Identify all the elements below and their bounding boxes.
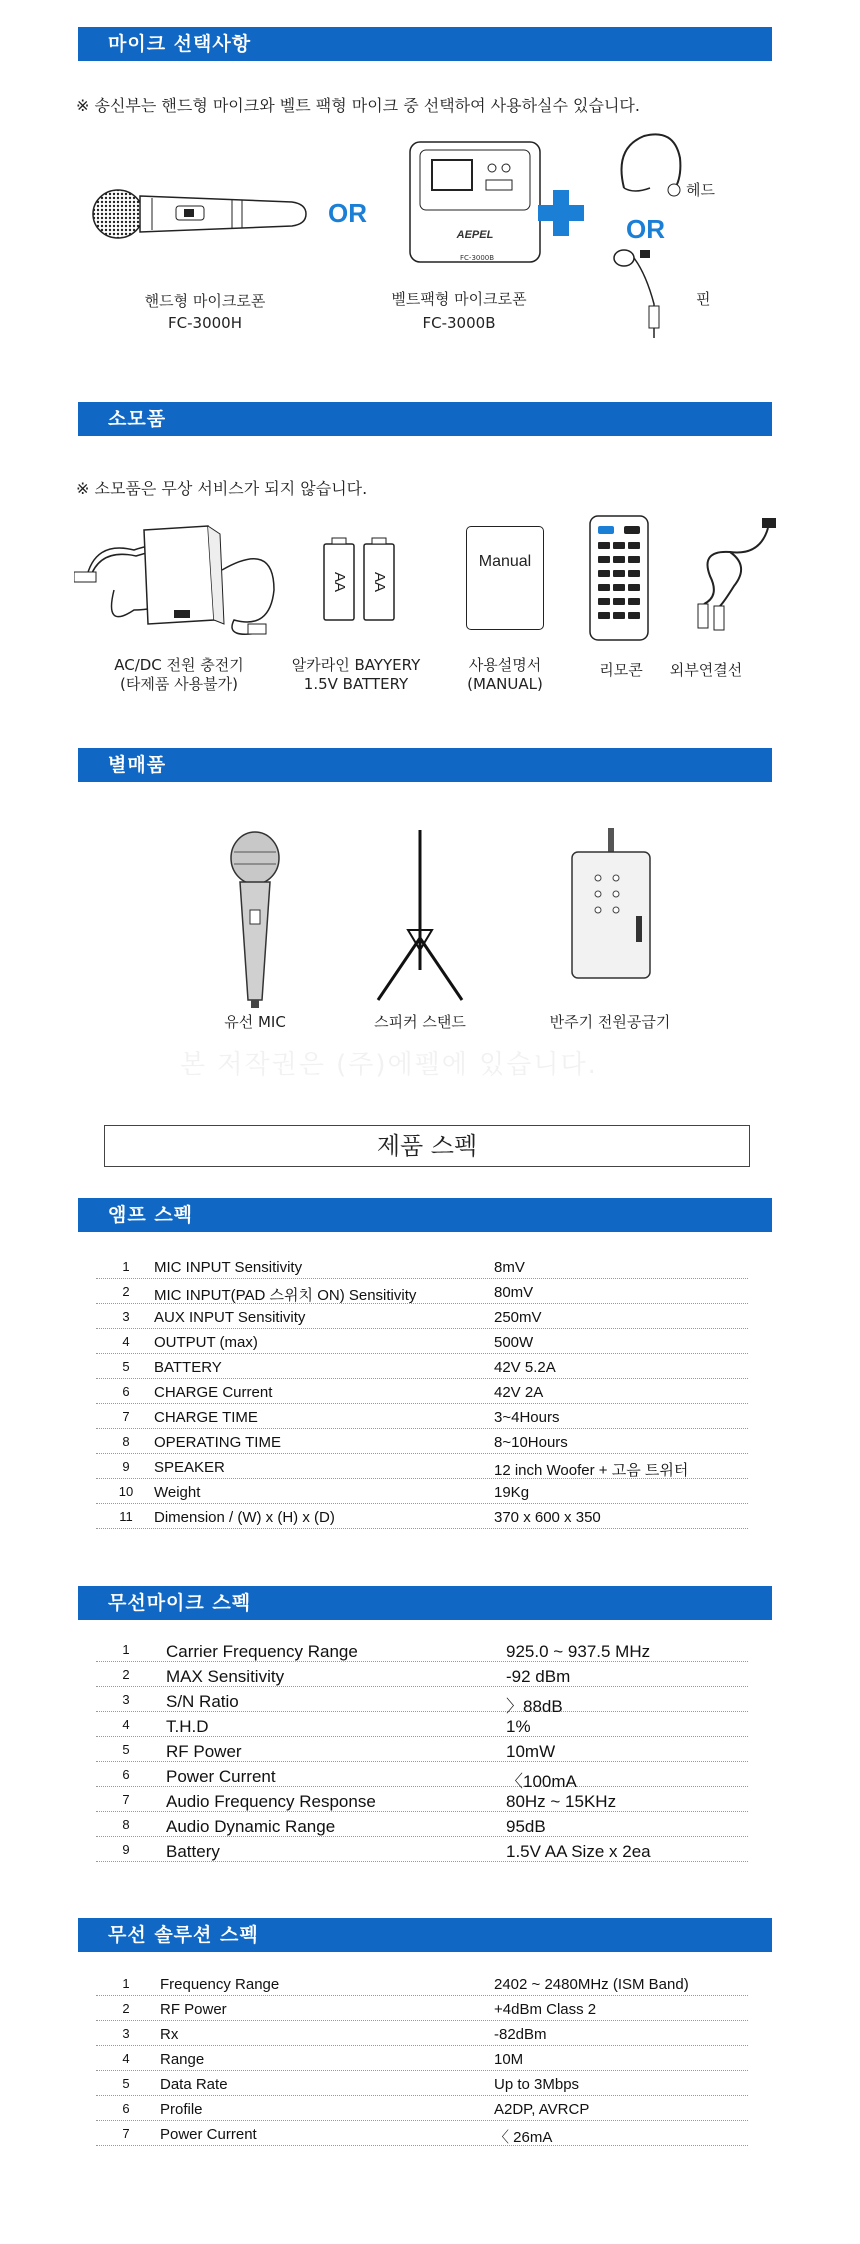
table-row bbox=[96, 1354, 748, 1379]
power-supply-caption: 반주기 전원공급기 bbox=[549, 1013, 671, 1031]
spec-row-number: 1 bbox=[122, 1642, 130, 1657]
spec-row-key: OPERATING TIME bbox=[154, 1434, 281, 1451]
table-row bbox=[96, 1329, 748, 1354]
table-row bbox=[96, 1662, 748, 1687]
spec-row-value: 19Kg bbox=[494, 1484, 530, 1501]
speaker-stand-image bbox=[370, 830, 470, 1006]
spec-row-number: 2 bbox=[122, 1284, 130, 1299]
spec-row-value: 10mW bbox=[506, 1742, 556, 1761]
table-row bbox=[96, 1787, 748, 1812]
section-header-accessories: 별매품 bbox=[78, 748, 772, 782]
spec-row-number: 9 bbox=[122, 1459, 130, 1474]
spec-row-number: 1 bbox=[122, 1976, 130, 1991]
spec-row-key: SPEAKER bbox=[154, 1459, 225, 1476]
plus-icon bbox=[538, 190, 584, 236]
wired-mic-caption: 유선 MIC bbox=[224, 1013, 286, 1031]
table-row bbox=[96, 1429, 748, 1454]
spec-row-number: 1 bbox=[122, 1259, 130, 1274]
spec-row-key: MIC INPUT Sensitivity bbox=[154, 1259, 303, 1276]
table-row bbox=[96, 2096, 748, 2121]
spec-row-number: 4 bbox=[122, 1717, 130, 1732]
spec-row-value: 8~10Hours bbox=[494, 1434, 568, 1451]
spec-row-value: 12 inch Woofer + 고음 트위터 bbox=[494, 1462, 689, 1479]
spec-row-number: 7 bbox=[122, 1409, 130, 1424]
spec-row-number: 4 bbox=[122, 1334, 130, 1349]
spec-row-number: 6 bbox=[122, 1767, 130, 1782]
headset-label: 헤드 bbox=[686, 181, 715, 199]
spec-row-value: Up to 3Mbps bbox=[494, 2076, 580, 2093]
section-header-mic-options: 마이크 선택사항 bbox=[78, 27, 772, 61]
product-spec-title: 제품 스펙 bbox=[104, 1125, 750, 1167]
section-header-wireless-solution-spec: 무선 솔루션 스펙 bbox=[78, 1918, 772, 1952]
beltpack-caption bbox=[364, 290, 554, 333]
table-row bbox=[96, 1479, 748, 1504]
spec-row-number: 9 bbox=[122, 1842, 130, 1857]
spec-row-number: 10 bbox=[118, 1484, 134, 1499]
spec-row-value: 95dB bbox=[506, 1817, 546, 1836]
amp-spec-table bbox=[96, 1254, 748, 1529]
spec-row-value: 8mV bbox=[494, 1259, 525, 1276]
battery-spec: 1.5V BATTERY bbox=[303, 675, 409, 693]
wired-mic-image bbox=[220, 830, 290, 1010]
spec-row-value: 80mV bbox=[494, 1284, 534, 1301]
speaker-stand-caption: 스피커 스탠드 bbox=[374, 1013, 466, 1031]
or-label-1: OR bbox=[328, 198, 367, 228]
spec-row-number: 6 bbox=[122, 2101, 130, 2116]
spec-row-number: 6 bbox=[122, 1384, 130, 1399]
handheld-model: FC-3000H bbox=[168, 314, 242, 332]
spec-row-number: 2 bbox=[122, 1667, 130, 1682]
charger-name: AC/DC 전원 충전기 bbox=[114, 656, 244, 674]
table-row bbox=[96, 1454, 748, 1479]
spec-row-value: 42V 2A bbox=[494, 1384, 544, 1401]
consumable-manual-caption bbox=[440, 656, 570, 694]
manual-name: 사용설명서 bbox=[468, 656, 542, 674]
table-row bbox=[96, 1304, 748, 1329]
spec-row-value: 3~4Hours bbox=[494, 1409, 560, 1426]
copyright-watermark: 본 저작권은 (주)에펠에 있습니다. bbox=[180, 1050, 598, 1080]
spec-row-value: -92 dBm bbox=[506, 1667, 571, 1686]
spec-row-key: Range bbox=[160, 2051, 205, 2068]
spec-row-value: 〈 26mA bbox=[494, 2129, 553, 2146]
manual-image: Manual bbox=[466, 526, 544, 630]
table-row bbox=[96, 2121, 748, 2146]
spec-row-key: MIC INPUT(PAD 스위치 ON) Sensitivity bbox=[154, 1287, 417, 1304]
beltpack-name: 벨트팩형 마이크로폰 bbox=[391, 290, 527, 308]
battery-image bbox=[322, 536, 398, 622]
spec-row-key: MAX Sensitivity bbox=[166, 1667, 285, 1686]
table-row bbox=[96, 1637, 748, 1662]
spec-row-number: 2 bbox=[122, 2001, 130, 2016]
spec-row-key: AUX INPUT Sensitivity bbox=[154, 1309, 306, 1326]
wireless-mic-spec-table bbox=[96, 1637, 748, 1862]
spec-row-key: S/N Ratio bbox=[166, 1692, 239, 1711]
spec-row-number: 7 bbox=[122, 2126, 130, 2141]
spec-row-value: 〈100mA bbox=[506, 1772, 577, 1791]
spec-row-key: BATTERY bbox=[154, 1359, 222, 1376]
spec-row-number: 4 bbox=[122, 2051, 130, 2066]
spec-row-key: Power Current bbox=[166, 1767, 276, 1786]
table-row bbox=[96, 1279, 748, 1304]
battery-label-2: AA bbox=[371, 571, 388, 593]
spec-row-key: Frequency Range bbox=[160, 1976, 280, 1993]
cable-caption: 외부연결선 bbox=[669, 661, 743, 679]
spec-row-value: 〉88dB bbox=[506, 1697, 563, 1716]
spec-row-value: 925.0 ~ 937.5 MHz bbox=[506, 1642, 651, 1661]
spec-row-key: Dimension / (W) x (H) x (D) bbox=[154, 1509, 335, 1526]
spec-row-number: 8 bbox=[122, 1434, 130, 1449]
external-cable-image bbox=[690, 516, 786, 642]
spec-row-value: -82dBm bbox=[494, 2026, 547, 2043]
spec-row-key: T.H.D bbox=[166, 1717, 209, 1736]
spec-row-number: 7 bbox=[122, 1792, 130, 1807]
table-row bbox=[96, 1837, 748, 1862]
spec-row-key: RF Power bbox=[160, 2001, 227, 2018]
spec-row-value: 42V 5.2A bbox=[494, 1359, 556, 1376]
handheld-caption bbox=[110, 292, 300, 333]
remote-control-image bbox=[588, 514, 650, 644]
power-supply-image bbox=[568, 828, 652, 988]
consumables-note: ※ 소모품은 무상 서비스가 되지 않습니다. bbox=[76, 479, 368, 498]
table-row bbox=[96, 1812, 748, 1837]
beltpack-model: FC-3000B bbox=[422, 314, 496, 332]
table-row bbox=[96, 1996, 748, 2021]
spec-row-key: CHARGE Current bbox=[154, 1384, 273, 1401]
spec-row-number: 5 bbox=[122, 1359, 130, 1374]
section-header-consumables: 소모품 bbox=[78, 402, 772, 436]
spec-row-key: Rx bbox=[160, 2026, 179, 2043]
table-row bbox=[96, 1971, 748, 1996]
spec-row-key: Power Current bbox=[160, 2126, 257, 2143]
table-row bbox=[96, 1254, 748, 1279]
spec-row-value: 370 x 600 x 350 bbox=[494, 1509, 601, 1526]
beltpack-model-print: FC-3000B bbox=[460, 254, 495, 262]
spec-row-number: 5 bbox=[122, 2076, 130, 2091]
battery-name: 알카라인 BAYYERY bbox=[291, 656, 421, 674]
spec-row-value: 1.5V AA Size x 2ea bbox=[506, 1842, 651, 1861]
handheld-mic-image bbox=[92, 188, 310, 240]
handheld-name: 핸드형 마이크로폰 bbox=[144, 292, 266, 310]
section-header-amp-spec: 앰프 스펙 bbox=[78, 1198, 772, 1232]
table-row bbox=[96, 1712, 748, 1737]
spec-row-value: 250mV bbox=[494, 1309, 542, 1326]
spec-row-key: RF Power bbox=[166, 1742, 242, 1761]
spec-row-number: 3 bbox=[122, 1692, 130, 1707]
spec-row-value: 1% bbox=[506, 1717, 531, 1736]
manual-sub: (MANUAL) bbox=[467, 675, 543, 693]
spec-row-number: 3 bbox=[122, 1309, 130, 1324]
consumable-battery-caption bbox=[266, 656, 446, 694]
table-row bbox=[96, 2071, 748, 2096]
spec-row-value: 2402 ~ 2480MHz (ISM Band) bbox=[494, 1976, 689, 1993]
table-row bbox=[96, 2046, 748, 2071]
charger-image bbox=[74, 520, 284, 650]
mic-options-note: ※ 송신부는 핸드형 마이크와 벨트 팩형 마이크 중 선택하여 사용하실수 있습니다. bbox=[76, 96, 640, 115]
spec-row-number: 8 bbox=[122, 1817, 130, 1832]
table-row bbox=[96, 1687, 748, 1716]
spec-row-value: +4dBm Class 2 bbox=[494, 2001, 597, 2018]
spec-row-key: OUTPUT (max) bbox=[154, 1334, 258, 1351]
spec-row-value: 500W bbox=[494, 1334, 534, 1351]
table-row bbox=[96, 1504, 748, 1529]
spec-row-number: 3 bbox=[122, 2026, 130, 2041]
spec-row-value: 80Hz ~ 15KHz bbox=[506, 1792, 617, 1811]
section-header-wireless-mic-spec: 무선마이크 스펙 bbox=[78, 1586, 772, 1620]
spec-row-key: Data Rate bbox=[160, 2076, 228, 2093]
table-row bbox=[96, 1737, 748, 1762]
spec-row-value: A2DP, AVRCP bbox=[494, 2101, 590, 2118]
remote-caption: 리모콘 bbox=[599, 661, 643, 679]
spec-row-key: Battery bbox=[166, 1842, 220, 1861]
spec-row-number: 11 bbox=[119, 1509, 133, 1524]
spec-row-key: Audio Frequency Response bbox=[166, 1792, 376, 1811]
spec-row-key: CHARGE TIME bbox=[154, 1409, 258, 1426]
beltpack-transmitter-image bbox=[400, 138, 550, 270]
spec-row-key: Carrier Frequency Range bbox=[166, 1642, 358, 1661]
spec-row-key: Audio Dynamic Range bbox=[166, 1817, 336, 1836]
charger-note: (타제품 사용불가) bbox=[120, 675, 238, 693]
wireless-solution-spec-table bbox=[96, 1971, 748, 2146]
table-row bbox=[96, 2021, 748, 2046]
spec-row-key: Weight bbox=[154, 1484, 201, 1501]
or-label-2: OR bbox=[626, 214, 665, 244]
beltpack-brand: AEPEL bbox=[456, 229, 494, 241]
pin-label: 핀 bbox=[696, 290, 711, 308]
table-row bbox=[96, 1379, 748, 1404]
spec-row-value: 10M bbox=[494, 2051, 524, 2068]
table-row bbox=[96, 1404, 748, 1429]
spec-row-key: Profile bbox=[160, 2101, 203, 2118]
spec-row-number: 5 bbox=[122, 1742, 130, 1757]
consumable-charger-caption bbox=[74, 656, 284, 694]
battery-label-1: AA bbox=[331, 571, 348, 593]
pin-mic-image bbox=[606, 244, 686, 344]
table-row bbox=[96, 1762, 748, 1791]
